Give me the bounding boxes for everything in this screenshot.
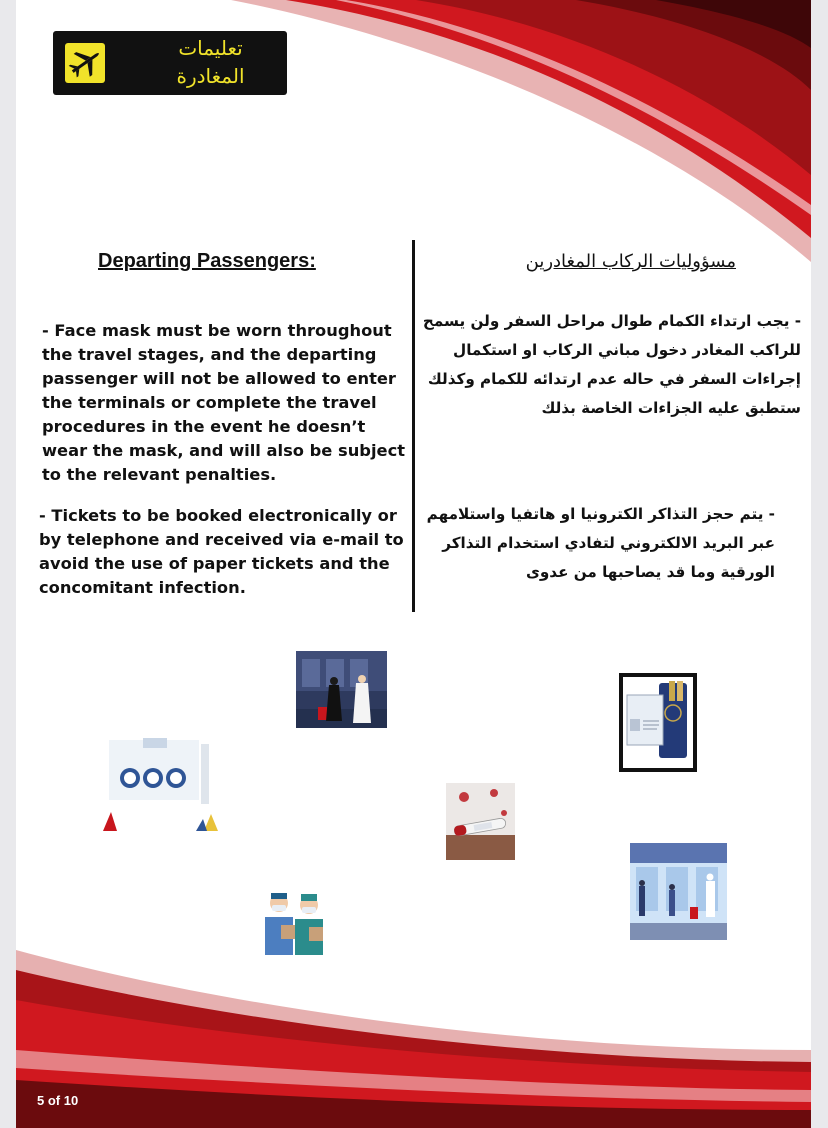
airport-hygiene-illustration bbox=[103, 734, 218, 831]
english-section-title: Departing Passengers: bbox=[98, 250, 316, 272]
arabic-section-title: مسؤوليات الركاب المغادرين bbox=[525, 251, 736, 272]
passport-tickets-illustration bbox=[619, 673, 697, 772]
travellers-gate-illustration bbox=[630, 843, 727, 940]
english-paragraph-tickets: - Tickets to be booked electronically or by telephone and received via e-mail to avoid the use of paper tickets and the concomitant infection. bbox=[39, 506, 404, 597]
arabic-paragraph-face-mask: - يجب ارتداء الكمام طوال مراحل السفر ولن يسمح للراكب المغادر دخول مباني الركاب او استكمال إجراءات السفر في حاله عدم ارتدائه للكمام وكذلك ستطبق عليه الجزاءات الخاصة بذلك bbox=[422, 312, 801, 417]
english-paragraph-face-mask: - Face mask must be worn throughout the travel stages, and the departing passenger will not be allowed to enter the terminals or complete the travel procedures in the event he doesn’t wear the mask, and will also be subject to the relevant penalties. bbox=[42, 321, 405, 484]
footer-decoration bbox=[16, 940, 811, 1128]
logo-title-line1: تعليمات bbox=[178, 36, 243, 60]
airplane-icon bbox=[65, 43, 105, 83]
page-number: 5 of 10 bbox=[37, 1093, 79, 1108]
virus-sample-illustration bbox=[446, 783, 515, 860]
terminal-passengers-illustration bbox=[296, 651, 387, 728]
departure-instructions-logo bbox=[53, 31, 287, 95]
document-page bbox=[16, 0, 811, 1128]
arabic-paragraph-tickets: - يتم حجز التذاكر الكترونيا او هاتفيا واستلامهم عبر البريد الالكتروني لتفادي استخدام التذاكر الورقية وما قد يصاحبها من عدوى bbox=[426, 505, 775, 581]
logo-title bbox=[143, 34, 278, 92]
column-divider bbox=[412, 240, 415, 612]
logo-title-line2: المغادرة bbox=[176, 64, 245, 88]
